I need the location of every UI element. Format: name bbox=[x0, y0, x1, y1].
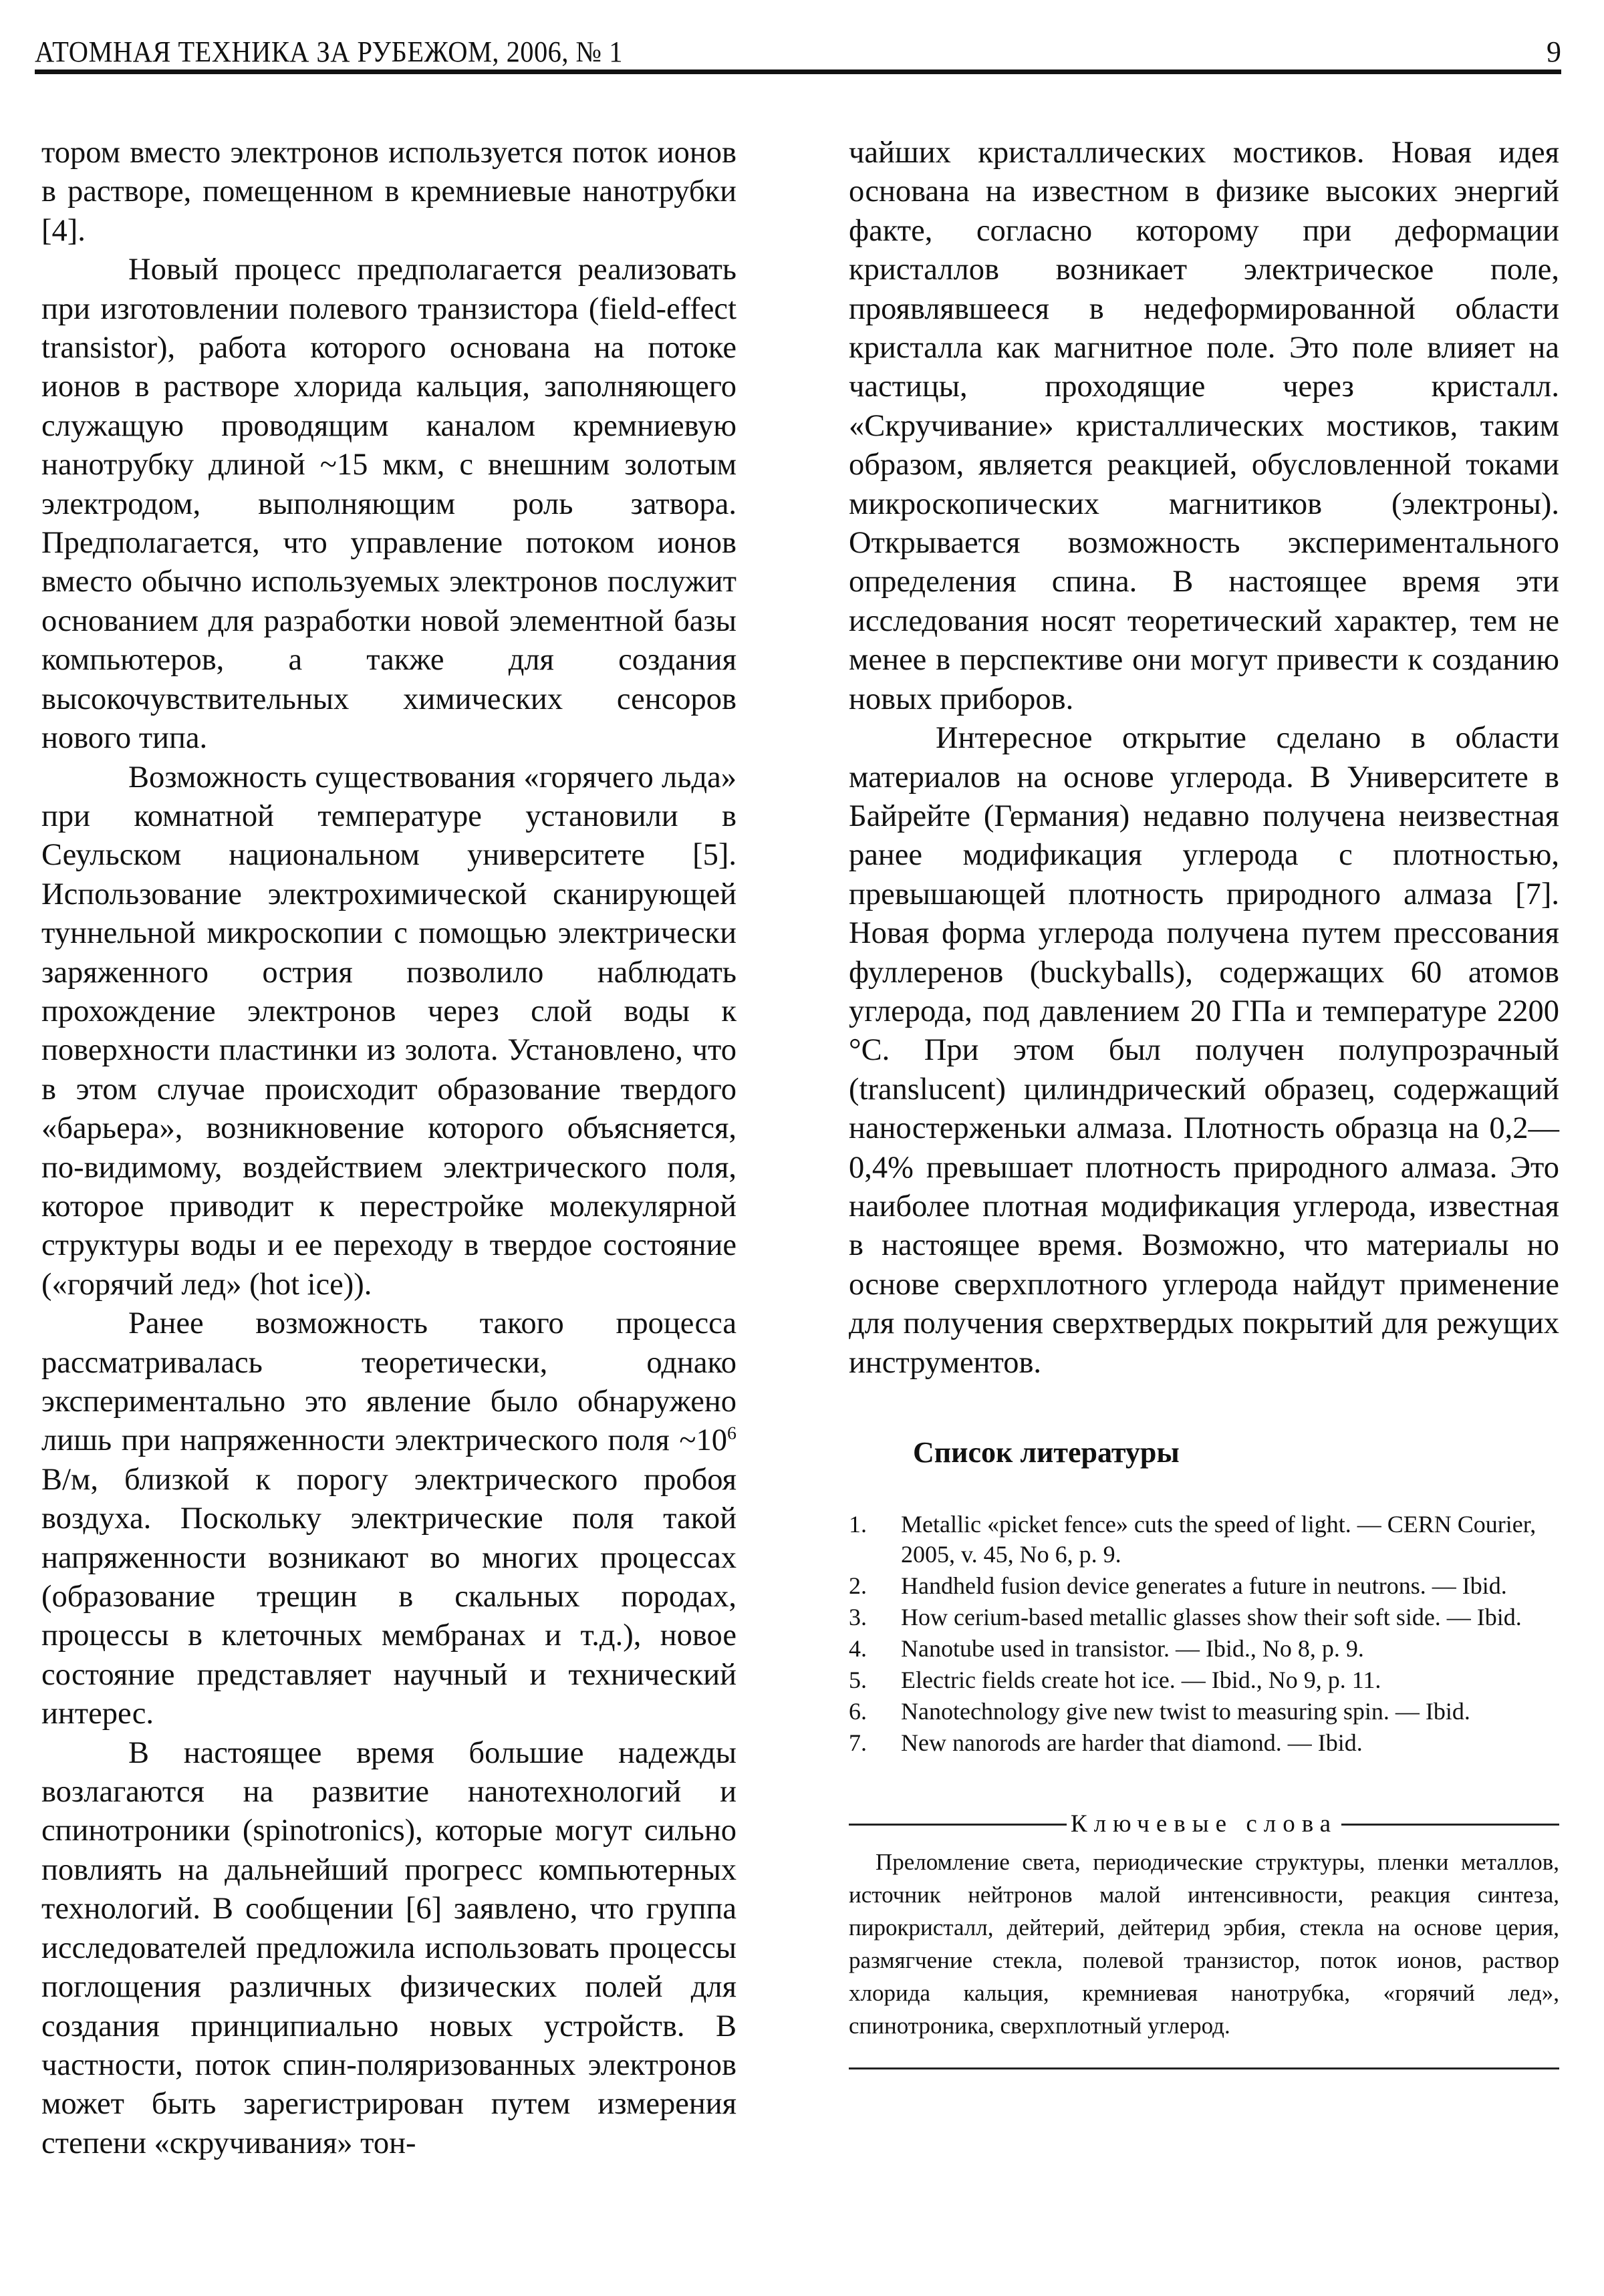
reference-text: Handheld fusion device generates a future in neutrons. — Ibid. bbox=[901, 1572, 1507, 1600]
reference-text: How cerium-based metallic glasses show their soft side. — Ibid. bbox=[901, 1604, 1522, 1631]
keywords-text: Преломление света, периодические структуры, пленки металлов, источник нейтронов малой интенсивности, реакция синтеза, пирокристалл, дейтерий, дейтерид эрбия, стекла на основе церия, размягчение стекла, полевой транзистор, поток ионов, раствор хлорида кальция, кремниевая нанотрубка, «горячий лед», спинотроника, сверхплотный углерод. bbox=[849, 1848, 1559, 2039]
paragraph-text: Ранее возможность такого процесса рассматривалась теоретически, однако экспериментально это явление было обнаружено лишь при напряженности электрического поля ~10 bbox=[41, 1306, 737, 1458]
exponent: 6 bbox=[727, 1423, 737, 1444]
reference-number: 3. bbox=[849, 1604, 867, 1631]
right-column bbox=[849, 134, 1559, 2069]
reference-number: 6. bbox=[849, 1698, 867, 1725]
keywords-bottom-rule bbox=[849, 2067, 1559, 2069]
reference-item bbox=[849, 1510, 1559, 1570]
reference-item bbox=[849, 1665, 1559, 1695]
reference-number: 4. bbox=[849, 1635, 867, 1663]
paragraph: Возможность существования «горячего льда» при комнатной температуре установили в Сеульском национальном университете [5]. Использование электрохимической сканирующей туннельной микроскопии с помощью электрически заряженного острия позволило наблюдать прохождение электронов через слой воды к поверхности пластинки из золота. Установлено, что в этом случае происходит образование твердого «барьера», возникновение которого объясняется, по-видимому, воздействием электрического поля, которое приводит к перестройке молекулярной структуры воды и ее переходу в твердое состояние («горячий лед» (hot ice)). bbox=[41, 760, 737, 1302]
reference-item bbox=[849, 1634, 1559, 1664]
reference-number: 7. bbox=[849, 1729, 867, 1757]
paragraph: В настоящее время большие надежды возлагаются на развитие нанотехнологий и спинотроники (spinotronics), которые могут сильно повлиять на дальнейший прогресс компьютерных технологий. В сообщении [6] заявлено, что группа исследователей предложила использовать процессы поглощения различных физических полей для создания принципиально новых устройств. В частности, поток спин-поляризованных электронов может быть зарегистрирован путем измерения степени «скручивания» тон- bbox=[41, 1735, 737, 2160]
paragraph: чайших кристаллических мостиков. Новая идея основана на известном в физике высоких энергий факте, согласно которому при деформации кристаллов возникает электрическое поле, проявлявшееся в недеформированной области кристалла как магнитное поле. Это поле влияет на частицы, проходящие через кристалл. «Скручивание» кристаллических мостиков, таким образом, является реакцией, обусловленной токами микроскопических магнитиков (электроны). Открывается возможность экспериментального определения спина. В настоящее время эти исследования носят теоретический характер, тем не менее в перспективе они могут привести к созданию новых приборов. bbox=[849, 136, 1559, 716]
paragraph: Новый процесс предполагается реализовать при изготовлении полевого транзистора (field-effect transistor), работа которого основана на потоке ионов в растворе хлорида кальция, заполняющего служащую проводящим каналом кремниевую нанотрубку длиной ~15 мкм, с внешним золотым электродом, выполняющим роль затвора. Предполагается, что управление потоком ионов вместо обычно используемых электронов послужит основанием для разработки новой элементной базы компьютеров, а также для создания высокочувствительных химических сенсоров нового типа. bbox=[41, 253, 737, 756]
header-rule bbox=[35, 69, 1561, 74]
left-column bbox=[41, 134, 737, 2163]
reference-item bbox=[849, 1697, 1559, 1727]
paragraph bbox=[41, 1304, 737, 1733]
paragraph: Интересное открытие сделано в области материалов на основе углерода. В Университете в Байрейте (Германия) недавно получена неизвестная ранее модификация углерода с плотностью, превышающей плотность природного алмаза [7]. Новая форма углерода получена путем прессования фуллеренов (buckyballs), содержащих 60 атомов углерода, под давлением 20 ГПа и температуре 2200 °C. При этом был получен полупрозрачный (translucent) цилиндрический образец, содержащий наностерженьки алмаза. Плотность образца на 0,2—0,4% превышает плотность природного алмаза. Это наиболее плотная модификация углерода, известная в настоящее время. Возможно, что материалы но основе сверхплотного углерода найдут применение для получения сверхтвердых покрытий для режущих инструментов. bbox=[849, 721, 1559, 1380]
references-heading: Список литературы bbox=[913, 1436, 1180, 1469]
reference-text: Electric fields create hot ice. — Ibid., No 9, p. 11. bbox=[901, 1667, 1381, 1694]
reference-item bbox=[849, 1602, 1559, 1632]
running-header bbox=[35, 27, 1561, 74]
reference-item bbox=[849, 1728, 1559, 1758]
reference-number: 1. bbox=[849, 1511, 867, 1538]
reference-text: Metallic «picket fence» cuts the speed of light. — CERN Courier, 2005, v. 45, No 6, p. 9. bbox=[901, 1511, 1536, 1568]
reference-number: 2. bbox=[849, 1572, 867, 1600]
paragraph-text: В/м, близкой к порогу электрического пробоя воздуха. Поскольку электрические поля такой напряженности возникают во многих процессах (образование трещин в скальных породах, процессы в клеточных мембранах и т.д.), новое состояние представляет научный и технический интерес. bbox=[41, 1462, 737, 1731]
reference-text: New nanorods are harder that diamond. — Ibid. bbox=[901, 1729, 1363, 1757]
keywords-label: Ключевые слова bbox=[1070, 1810, 1338, 1838]
page-number: 9 bbox=[1547, 35, 1561, 68]
references-list bbox=[849, 1510, 1559, 1758]
keywords-rule-left bbox=[849, 1824, 1067, 1826]
reference-number: 5. bbox=[849, 1667, 867, 1694]
reference-text: Nanotechnology give new twist to measuring spin. — Ibid. bbox=[901, 1698, 1470, 1725]
reference-item bbox=[849, 1571, 1559, 1601]
journal-title: АТОМНАЯ ТЕХНИКА ЗА РУБЕЖОМ, 2006, № 1 bbox=[35, 35, 623, 68]
keywords-rule-right bbox=[1341, 1824, 1559, 1826]
reference-text: Nanotube used in transistor. — Ibid., No 8, p. 9. bbox=[901, 1635, 1364, 1663]
keywords-heading bbox=[849, 1805, 1559, 1844]
paragraph: тором вместо электронов используется поток ионов в растворе, помещенном в кремниевые нанотрубки [4]. bbox=[41, 136, 737, 248]
